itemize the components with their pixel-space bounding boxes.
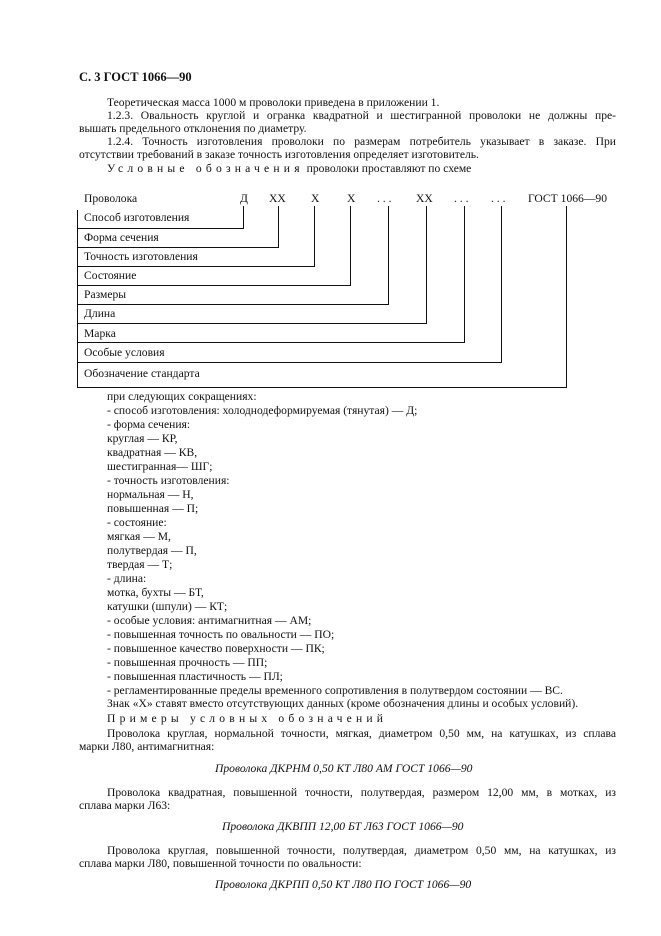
abbr-item: - особые условия: антимагнитная — АМ; bbox=[107, 614, 312, 627]
paragraph-mass: Теоретическая масса 1000 м проволоки приведена в приложении 1. bbox=[107, 96, 440, 109]
abbr-item: - повышенная точность по овальности — ПО; bbox=[107, 628, 335, 641]
scheme-label-method: Способ изготовления bbox=[84, 211, 190, 224]
example-3-designation: Проволока ДКРПП 0,50 КТ Л80 ПО ГОСТ 1066—90 bbox=[215, 878, 472, 891]
scheme-line-state bbox=[77, 285, 351, 286]
abbr-item: повышенная — П; bbox=[107, 502, 199, 515]
paragraph-1-2-3-line1: 1.2.3. Овальность круглой и огранка квадратной и шестигранной проволоки не должны пре- bbox=[107, 109, 616, 122]
scheme-drop-grade bbox=[464, 206, 465, 343]
scheme-label-grade: Марка bbox=[84, 327, 116, 340]
note-x-sign: Знак «Х» ставят вместо отсутствующих данных (кроме обозначения длины и особых условий). bbox=[107, 697, 579, 710]
scheme-label-shape: Форма сечения bbox=[84, 231, 159, 244]
scheme-intro-spaced: Условные обозначения bbox=[107, 162, 304, 175]
paragraph-1-2-4-line2: отсутствии требований в заказе точность изготовления определяет изготовитель. bbox=[79, 148, 479, 161]
scheme-code-special: . . . bbox=[491, 192, 506, 205]
example-2-designation: Проволока ДКВПП 12,00 БТ Л63 ГОСТ 1066—90 bbox=[222, 820, 464, 833]
scheme-label-state: Состояние bbox=[84, 269, 137, 282]
example-2-line1: Проволока квадратная, повышенной точности, полутвердая, размером 12,00 мм, в мотках, из bbox=[107, 786, 616, 799]
scheme-drop-length bbox=[426, 206, 427, 324]
scheme-lead: Проволока bbox=[84, 192, 138, 205]
abbr-item: полутвердая — П, bbox=[107, 544, 197, 557]
scheme-label-length: Длина bbox=[84, 307, 116, 320]
abbr-item: - форма сечения: bbox=[107, 418, 191, 431]
scheme-label-special: Особые условия bbox=[84, 346, 165, 359]
scheme-code-length: ХХ bbox=[416, 192, 433, 205]
abbr-item: - состояние: bbox=[107, 516, 167, 529]
abbr-item: - повышенная пластичность — ПЛ; bbox=[107, 670, 283, 683]
page-header: С. 3 ГОСТ 1066—90 bbox=[79, 70, 192, 84]
scheme-drop-size bbox=[388, 206, 389, 305]
abbr-item: шестигранная— ШГ; bbox=[107, 460, 213, 473]
example-1-line1: Проволока круглая, нормальной точности, мягкая, диаметром 0,50 мм, на катушках, из сплава bbox=[107, 727, 616, 740]
abbr-item: - точность изготовления: bbox=[107, 474, 230, 487]
abbr-item: - повышенная прочность — ПП; bbox=[107, 656, 268, 669]
abbr-item: - длина: bbox=[107, 572, 147, 585]
scheme-line-method bbox=[77, 228, 244, 229]
abbr-item: мотка, бухты — БТ, bbox=[107, 586, 204, 599]
scheme-line-special bbox=[77, 362, 502, 363]
abbr-item: твердая — Т; bbox=[107, 558, 173, 571]
scheme-code-state: Х bbox=[347, 192, 356, 205]
scheme-line-shape bbox=[77, 247, 279, 248]
scheme-line-accuracy bbox=[77, 266, 315, 267]
scheme-code-accuracy: Х bbox=[311, 192, 320, 205]
scheme-drop-standard bbox=[566, 206, 567, 388]
example-3-line1: Проволока круглая, повышенной точности, полутвердая, диаметром 0,50 мм, на катушках, из bbox=[107, 844, 616, 857]
scheme-line-length bbox=[77, 323, 427, 324]
scheme-intro bbox=[107, 162, 471, 175]
scheme-code-grade: . . . bbox=[454, 192, 469, 205]
abbr-intro: при следующих сокращениях: bbox=[107, 390, 257, 403]
scheme-line-grade bbox=[77, 342, 465, 343]
scheme-drop-method bbox=[243, 206, 244, 229]
abbr-item: - регламентированные пределы временного сопротивления в полутвердом состоянии — ВС. bbox=[107, 684, 563, 697]
example-3-line2: сплава марки Л80, повышенной точности по овальности: bbox=[79, 857, 362, 870]
scheme-label-standard: Обозначение стандарта bbox=[84, 367, 200, 380]
scheme-line-standard bbox=[77, 387, 567, 388]
abbr-item: круглая — КР, bbox=[107, 432, 178, 445]
scheme-line-size bbox=[77, 304, 389, 305]
paragraph-1-2-3-line2: вышать предельного отклонения по диаметру. bbox=[79, 122, 307, 135]
abbr-item: - повышенное качество поверхности — ПК; bbox=[107, 642, 325, 655]
paragraph-1-2-4-line1: 1.2.4. Точность изготовления проволоки по размерам потребитель указывает в заказе. При bbox=[107, 135, 616, 148]
abbr-item: мягкая — М, bbox=[107, 530, 171, 543]
scheme-drop-accuracy bbox=[314, 206, 315, 267]
scheme-label-accuracy: Точность изготовления bbox=[84, 250, 198, 263]
scheme-code-shape: ХХ bbox=[269, 192, 286, 205]
scheme-drop-shape bbox=[278, 206, 279, 248]
abbr-item: - способ изготовления: холоднодеформируемая (тянутая) — Д; bbox=[107, 404, 418, 417]
scheme-code-standard: ГОСТ 1066—90 bbox=[528, 192, 608, 205]
scheme-drop-state bbox=[350, 206, 351, 286]
scheme-label-size: Размеры bbox=[84, 288, 127, 301]
example-1-line2: марки Л80, антимагнитная: bbox=[79, 740, 215, 753]
abbr-item: квадратная — КВ, bbox=[107, 446, 198, 459]
scheme-code-method: Д bbox=[240, 192, 248, 205]
scheme-drop-special bbox=[501, 206, 502, 363]
abbr-item: катушки (шпули) — КТ; bbox=[107, 600, 228, 613]
abbr-item: нормальная — Н, bbox=[107, 488, 194, 501]
example-2-line2: сплава марки Л63: bbox=[79, 799, 171, 812]
example-1-designation: Проволока ДКРНМ 0,50 КТ Л80 АМ ГОСТ 1066—90 bbox=[215, 762, 473, 775]
examples-title: Примеры условных обозначений bbox=[107, 712, 388, 725]
scheme-code-size: . . . bbox=[377, 192, 392, 205]
scheme-intro-rest: проволоки проставляют по схеме bbox=[306, 162, 472, 175]
